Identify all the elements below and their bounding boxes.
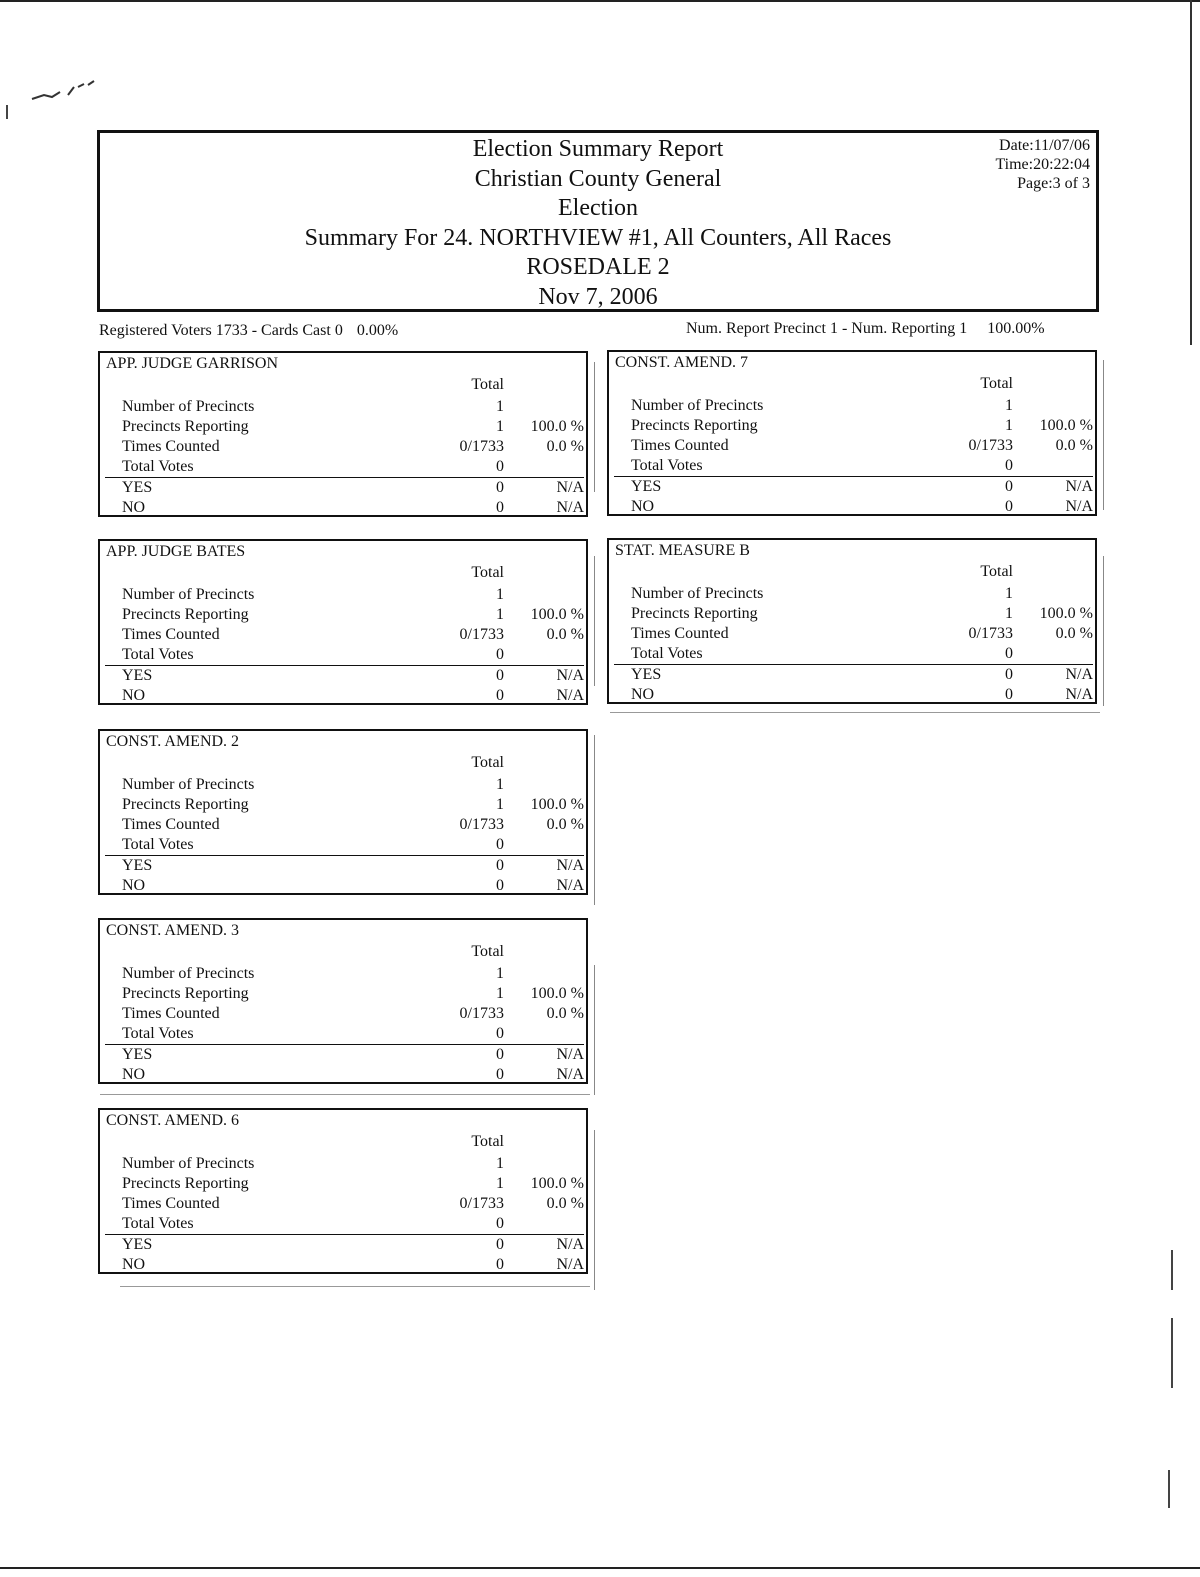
- choice-percent: N/A: [556, 1046, 584, 1063]
- row-percent: 0.0 %: [546, 1195, 584, 1212]
- row-value: 1: [1005, 417, 1013, 434]
- race-title: CONST. AMEND. 2: [106, 733, 240, 750]
- race-title: APP. JUDGE BATES: [106, 543, 246, 560]
- row-percent: 100.0 %: [530, 796, 584, 813]
- total-column-header: Total: [980, 375, 1013, 392]
- row-value: 1: [496, 418, 504, 435]
- row-number-of-precincts: [609, 584, 1097, 604]
- row-total-votes: [609, 456, 1097, 476]
- row-times-counted: [100, 437, 588, 457]
- scan-top-edge: [0, 0, 1200, 2]
- row-label: Times Counted: [122, 1195, 220, 1212]
- row-precincts-reporting: [100, 795, 588, 815]
- choice-label: NO: [122, 877, 146, 894]
- choice-label: YES: [122, 1236, 153, 1253]
- row-times-counted: [609, 624, 1097, 644]
- choice-percent: N/A: [556, 479, 584, 496]
- choice-row-no: [100, 1255, 588, 1275]
- report-meta: [995, 136, 1090, 193]
- scan-dash: [1103, 360, 1104, 510]
- choice-votes: 0: [1005, 666, 1013, 683]
- scan-edge-mark: [1168, 1470, 1170, 1508]
- choice-row-no: [609, 497, 1097, 517]
- row-percent: 100.0 %: [530, 985, 584, 1002]
- row-percent: 100.0 %: [530, 606, 584, 623]
- row-label: Precincts Reporting: [122, 418, 249, 435]
- row-value: 0: [496, 1215, 504, 1232]
- row-number-of-precincts: [100, 1154, 588, 1174]
- race-box: [98, 539, 588, 705]
- row-label: Precincts Reporting: [122, 1175, 249, 1192]
- report-header: [97, 130, 1099, 312]
- choice-row-yes: [100, 666, 588, 686]
- row-label: Total Votes: [122, 1215, 194, 1232]
- scan-dash: [120, 1286, 590, 1287]
- row-total-votes: [100, 645, 588, 665]
- row-label: Times Counted: [631, 625, 729, 642]
- choice-percent: N/A: [1065, 666, 1093, 683]
- choice-label: NO: [631, 498, 655, 515]
- race-box: [98, 1108, 588, 1274]
- scan-dash: [594, 362, 595, 492]
- scan-dash: [610, 712, 1100, 713]
- row-value: 0: [1005, 645, 1013, 662]
- choice-votes: 0: [496, 479, 504, 496]
- scan-edge-mark: [1171, 1250, 1173, 1290]
- choice-percent: N/A: [1065, 686, 1093, 703]
- row-label: Times Counted: [122, 816, 220, 833]
- row-precincts-reporting: [100, 605, 588, 625]
- row-percent: 100.0 %: [530, 418, 584, 435]
- total-column-header: Total: [471, 754, 504, 771]
- race-title: STAT. MEASURE B: [615, 542, 750, 559]
- row-label: Total Votes: [122, 836, 194, 853]
- choice-votes: 0: [1005, 478, 1013, 495]
- choice-votes: 0: [496, 667, 504, 684]
- choice-label: NO: [122, 1066, 146, 1083]
- scan-dash: [594, 556, 595, 686]
- row-value: 0/1733: [968, 625, 1013, 642]
- total-column-header: Total: [471, 1133, 504, 1150]
- row-label: Total Votes: [122, 646, 194, 663]
- choice-label: YES: [122, 857, 153, 874]
- choice-label: NO: [122, 687, 146, 704]
- row-label: Precincts Reporting: [631, 417, 758, 434]
- choice-percent: N/A: [556, 499, 584, 516]
- total-column-header: Total: [980, 563, 1013, 580]
- race-title: CONST. AMEND. 7: [615, 354, 749, 371]
- choice-label: YES: [631, 478, 662, 495]
- row-times-counted: [100, 815, 588, 835]
- row-percent: 100.0 %: [1039, 605, 1093, 622]
- choice-row-yes: [100, 1235, 588, 1255]
- choice-percent: N/A: [556, 687, 584, 704]
- row-value: 1: [496, 985, 504, 1002]
- race-box: [607, 350, 1097, 516]
- choice-label: YES: [631, 666, 662, 683]
- title-line: ROSEDALE 2: [526, 254, 670, 280]
- row-precincts-reporting: [100, 417, 588, 437]
- row-value: 0: [496, 646, 504, 663]
- total-column-header: Total: [471, 376, 504, 393]
- title-line: Election: [558, 195, 638, 221]
- report-title: [100, 135, 1096, 312]
- choice-row-yes: [609, 665, 1097, 685]
- row-value: 1: [496, 1155, 504, 1172]
- row-label: Number of Precincts: [122, 1155, 255, 1172]
- row-value: 0: [496, 836, 504, 853]
- row-times-counted: [100, 625, 588, 645]
- registered-voters-text: Registered Voters 1733 - Cards Cast 0: [99, 322, 343, 339]
- row-value: 1: [1005, 397, 1013, 414]
- choice-percent: N/A: [1065, 498, 1093, 515]
- row-total-votes: [100, 1214, 588, 1234]
- choice-percent: N/A: [556, 667, 584, 684]
- choice-row-no: [100, 876, 588, 896]
- row-percent: 0.0 %: [546, 438, 584, 455]
- choice-percent: N/A: [556, 1256, 584, 1273]
- row-percent: 0.0 %: [546, 816, 584, 833]
- choice-row-yes: [609, 477, 1097, 497]
- row-value: 0/1733: [459, 816, 504, 833]
- choice-label: YES: [122, 1046, 153, 1063]
- scan-bottom-edge: [0, 1567, 1200, 1569]
- report-page: Page:3 of 3: [1017, 175, 1090, 192]
- row-value: 0: [496, 1025, 504, 1042]
- choice-percent: N/A: [556, 1236, 584, 1253]
- scan-dash: [100, 1094, 590, 1095]
- row-label: Times Counted: [122, 626, 220, 643]
- scan-edge-mark: [6, 105, 8, 119]
- scan-dash: [1103, 556, 1104, 706]
- title-line: Election Summary Report: [472, 136, 724, 162]
- row-times-counted: [100, 1194, 588, 1214]
- row-value: 1: [496, 796, 504, 813]
- row-number-of-precincts: [609, 396, 1097, 416]
- row-label: Precincts Reporting: [631, 605, 758, 622]
- row-value: 0/1733: [459, 626, 504, 643]
- total-column-header: Total: [471, 943, 504, 960]
- choice-percent: N/A: [1065, 478, 1093, 495]
- choice-row-yes: [100, 478, 588, 498]
- row-label: Precincts Reporting: [122, 796, 249, 813]
- race-box: [98, 729, 588, 895]
- row-label: Total Votes: [631, 457, 703, 474]
- row-value: 1: [1005, 605, 1013, 622]
- row-value: 1: [496, 398, 504, 415]
- precinct-summary-pct: 100.00%: [987, 320, 1045, 337]
- row-number-of-precincts: [100, 964, 588, 984]
- total-column-header: Total: [471, 564, 504, 581]
- row-label: Times Counted: [122, 438, 220, 455]
- row-label: Precincts Reporting: [122, 985, 249, 1002]
- scan-smudge-mark: [30, 75, 110, 105]
- title-line: Christian County General: [474, 165, 722, 192]
- row-label: Total Votes: [122, 458, 194, 475]
- choice-votes: 0: [496, 1256, 504, 1273]
- row-label: Total Votes: [122, 1025, 194, 1042]
- row-precincts-reporting: [100, 984, 588, 1004]
- choice-label: YES: [122, 479, 153, 496]
- scan-dash: [594, 1130, 595, 1290]
- row-label: Precincts Reporting: [122, 606, 249, 623]
- choice-row-no: [100, 498, 588, 518]
- race-title: CONST. AMEND. 6: [106, 1112, 240, 1129]
- row-value: 0/1733: [459, 1195, 504, 1212]
- choice-percent: N/A: [556, 877, 584, 894]
- choice-votes: 0: [496, 1046, 504, 1063]
- precinct-summary-text: Num. Report Precinct 1 - Num. Reporting 1: [686, 320, 968, 337]
- choice-label: NO: [122, 499, 146, 516]
- row-value: 0/1733: [459, 438, 504, 455]
- row-label: Number of Precincts: [631, 585, 764, 602]
- choice-votes: 0: [496, 857, 504, 874]
- report-time: Time:20:22:04: [995, 156, 1090, 173]
- title-line: Summary For 24. NORTHVIEW #1, All Counters, All Races: [304, 224, 892, 251]
- row-value: 0: [1005, 457, 1013, 474]
- row-value: 0: [496, 458, 504, 475]
- choice-votes: 0: [496, 687, 504, 704]
- row-number-of-precincts: [100, 397, 588, 417]
- choice-votes: 0: [1005, 686, 1013, 703]
- choice-label: YES: [122, 667, 153, 684]
- choice-label: NO: [122, 1256, 146, 1273]
- row-precincts-reporting: [100, 1174, 588, 1194]
- title-line: Nov 7, 2006: [538, 283, 658, 310]
- cards-cast-pct: 0.00%: [356, 322, 399, 339]
- row-percent: 0.0 %: [1055, 437, 1093, 454]
- registered-voters-summary: [99, 322, 398, 340]
- race-title: APP. JUDGE GARRISON: [106, 355, 279, 372]
- row-number-of-precincts: [100, 775, 588, 795]
- row-times-counted: [100, 1004, 588, 1024]
- race-box: [607, 538, 1097, 704]
- row-total-votes: [100, 1024, 588, 1044]
- choice-percent: N/A: [556, 857, 584, 874]
- report-date: Date:11/07/06: [999, 137, 1090, 154]
- row-percent: 0.0 %: [546, 1005, 584, 1022]
- choice-row-no: [100, 1065, 588, 1085]
- row-value: 1: [496, 586, 504, 603]
- row-label: Number of Precincts: [122, 398, 255, 415]
- row-label: Number of Precincts: [631, 397, 764, 414]
- row-value: 0/1733: [968, 437, 1013, 454]
- row-precincts-reporting: [609, 416, 1097, 436]
- choice-row-yes: [100, 1045, 588, 1065]
- row-percent: 100.0 %: [1039, 417, 1093, 434]
- scan-right-edge: [1190, 0, 1192, 345]
- race-box: [98, 351, 588, 517]
- row-value: 1: [1005, 585, 1013, 602]
- row-label: Total Votes: [631, 645, 703, 662]
- row-number-of-precincts: [100, 585, 588, 605]
- row-total-votes: [100, 835, 588, 855]
- choice-percent: N/A: [556, 1066, 584, 1083]
- choice-votes: 0: [1005, 498, 1013, 515]
- row-value: 1: [496, 1175, 504, 1192]
- row-value: 1: [496, 776, 504, 793]
- choice-votes: 0: [496, 1236, 504, 1253]
- scan-edge-mark: [1171, 1318, 1173, 1388]
- choice-row-no: [609, 685, 1097, 705]
- row-label: Number of Precincts: [122, 586, 255, 603]
- row-total-votes: [609, 644, 1097, 664]
- row-label: Number of Precincts: [122, 965, 255, 982]
- choice-votes: 0: [496, 877, 504, 894]
- row-label: Number of Precincts: [122, 776, 255, 793]
- choice-votes: 0: [496, 499, 504, 516]
- choice-row-no: [100, 686, 588, 706]
- scan-dash: [594, 965, 595, 1095]
- row-label: Times Counted: [122, 1005, 220, 1022]
- row-percent: 0.0 %: [1055, 625, 1093, 642]
- row-precincts-reporting: [609, 604, 1097, 624]
- row-value: 1: [496, 606, 504, 623]
- row-label: Times Counted: [631, 437, 729, 454]
- race-title: CONST. AMEND. 3: [106, 922, 240, 939]
- row-value: 1: [496, 965, 504, 982]
- row-total-votes: [100, 457, 588, 477]
- row-value: 0/1733: [459, 1005, 504, 1022]
- choice-label: NO: [631, 686, 655, 703]
- race-box: [98, 918, 588, 1084]
- precinct-summary: [686, 320, 1045, 338]
- choice-votes: 0: [496, 1066, 504, 1083]
- row-percent: 100.0 %: [530, 1175, 584, 1192]
- scan-dash: [594, 735, 595, 905]
- row-percent: 0.0 %: [546, 626, 584, 643]
- choice-row-yes: [100, 856, 588, 876]
- row-times-counted: [609, 436, 1097, 456]
